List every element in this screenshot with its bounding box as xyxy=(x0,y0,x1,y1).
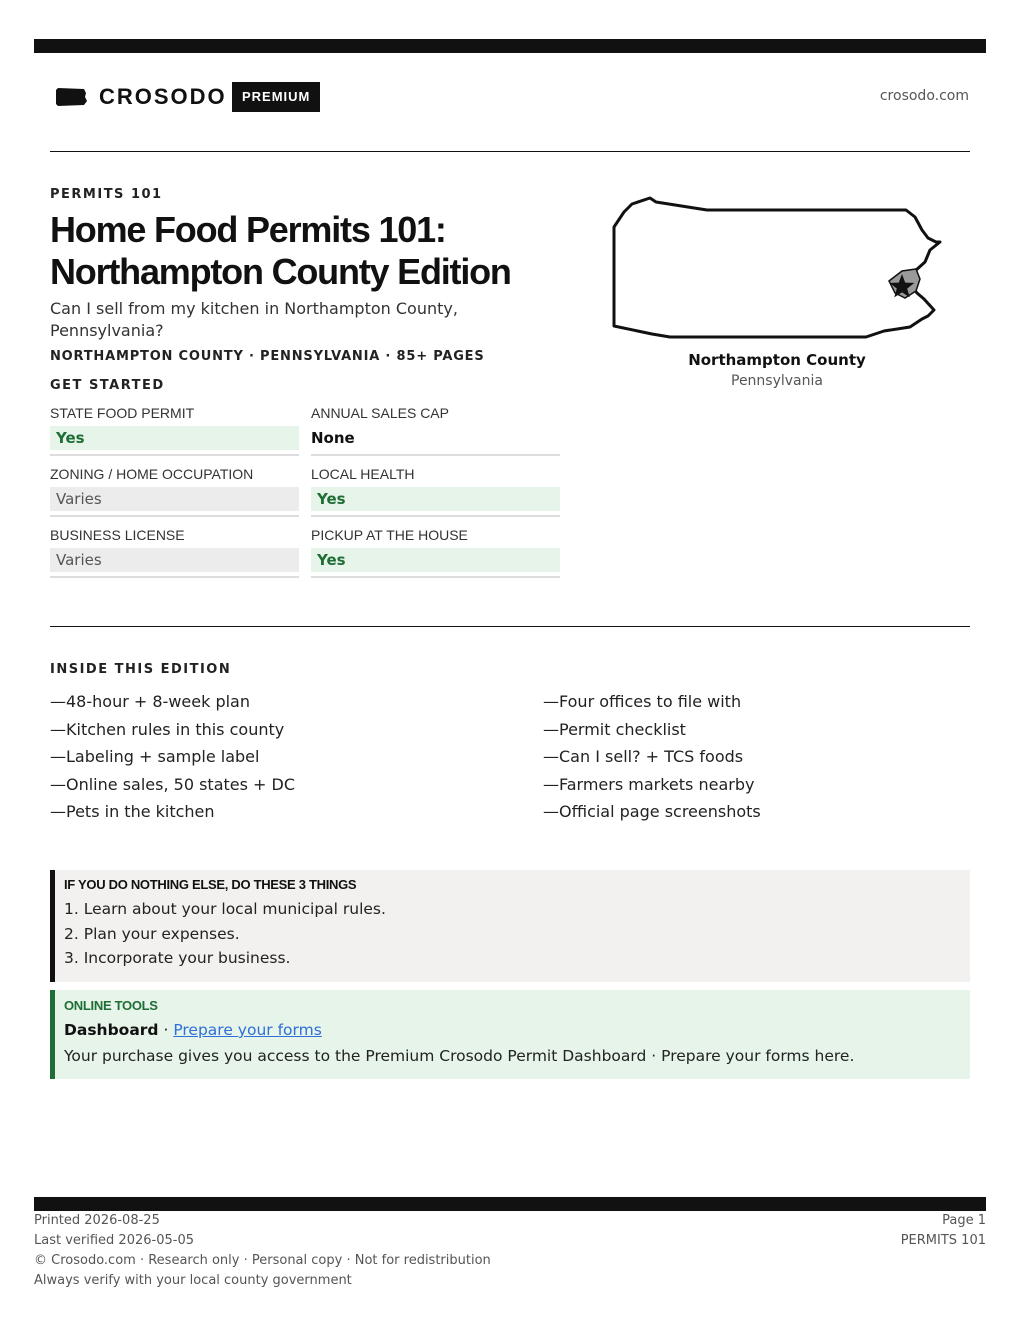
map-state-name: Pennsylvania xyxy=(731,373,823,389)
verify-note: Always verify with your local county government xyxy=(34,1273,352,1288)
dashboard-separator: · xyxy=(158,1021,174,1039)
summary-label: LOCAL HEALTH xyxy=(311,466,415,482)
step-item: 2. Plan your expenses. xyxy=(64,924,240,943)
toc-item[interactable]: —Official page screenshots xyxy=(543,802,761,821)
step-item: 3. Incorporate your business. xyxy=(64,949,291,967)
summary-divider xyxy=(311,576,560,578)
top-bar xyxy=(34,39,986,53)
page-title xyxy=(50,209,590,293)
page-number: Page 1 xyxy=(942,1213,986,1228)
title-line-1: Home Food Permits 101: xyxy=(50,209,446,250)
dashboard-line xyxy=(64,1018,970,1043)
printed-date: Printed 2026-08-25 xyxy=(34,1213,160,1228)
toc-item[interactable]: —48-hour + 8-week plan xyxy=(50,692,250,711)
summary-value: Yes xyxy=(311,548,560,572)
online-tools-description: Your purchase gives you access to the Premium Crosodo Permit Dashboard · Prepare your forms here. xyxy=(64,1047,855,1065)
edition-meta: NORTHAMPTON COUNTY · PENNSYLVANIA · 85+ PAGES xyxy=(50,349,485,364)
summary-value: Yes xyxy=(311,487,560,511)
toc-item[interactable]: —Permit checklist xyxy=(543,719,686,739)
summary-divider xyxy=(50,454,299,456)
toc-left-column xyxy=(50,688,490,826)
summary-value: Yes xyxy=(50,426,299,450)
step-item: 1. Learn about your local municipal rules. xyxy=(64,900,386,918)
online-tools-heading: ONLINE TOOLS xyxy=(64,998,158,1013)
header-divider xyxy=(50,151,970,152)
summary-label: BUSINESS LICENSE xyxy=(50,527,185,543)
summary-label: ANNUAL SALES CAP xyxy=(311,405,449,421)
toc-right-column xyxy=(543,688,983,826)
toc-item[interactable]: —Farmers markets nearby xyxy=(543,774,755,794)
summary-cell xyxy=(311,526,560,587)
map-county-name: Northampton County xyxy=(688,351,866,369)
get-started-heading: GET STARTED xyxy=(50,378,165,393)
brand-name[interactable]: CROSODO xyxy=(99,84,227,109)
toc-item[interactable]: —Four offices to file with xyxy=(543,692,742,711)
site-url[interactable]: crosodo.com xyxy=(879,88,969,104)
toc-item[interactable]: —Labeling + sample label xyxy=(50,747,260,766)
footer-bar xyxy=(34,1197,986,1211)
summary-cell xyxy=(50,526,299,587)
copyright-notice: © Crosodo.com · Research only · Personal copy · Not for redistribution xyxy=(34,1253,491,1268)
verified-date: Last verified 2026-05-05 xyxy=(34,1233,194,1248)
inside-edition-heading: INSIDE THIS EDITION xyxy=(50,662,232,677)
summary-cell xyxy=(50,465,299,526)
eyebrow-label: PERMITS 101 xyxy=(50,187,163,202)
summary-divider xyxy=(311,515,560,517)
toc-item[interactable]: —Kitchen rules in this county xyxy=(50,719,285,739)
toc-item[interactable]: —Pets in the kitchen xyxy=(50,802,215,821)
footer-right xyxy=(901,1211,986,1251)
pennsylvania-map xyxy=(610,192,944,342)
section-divider xyxy=(50,626,970,627)
summary-value: None xyxy=(311,429,355,447)
summary-value: Varies xyxy=(50,487,299,511)
dashboard-label: Dashboard xyxy=(64,1021,159,1039)
page-subtitle: Can I sell from my kitchen in Northampton County, Pennsylvania? xyxy=(50,299,458,340)
permit-summary-grid xyxy=(50,404,559,587)
state-outline xyxy=(614,198,940,337)
three-things-callout xyxy=(50,870,970,982)
premium-badge: PREMIUM xyxy=(232,82,320,112)
summary-label: PICKUP AT THE HOUSE xyxy=(311,527,468,543)
summary-label: STATE FOOD PERMIT xyxy=(50,405,195,421)
footer-section: PERMITS 101 xyxy=(900,1233,986,1248)
summary-cell xyxy=(311,404,560,465)
title-line-2: Northampton County Edition xyxy=(50,251,511,292)
prepare-forms-link[interactable]: Prepare your forms xyxy=(173,1021,322,1039)
footer-left xyxy=(34,1211,491,1291)
summary-cell xyxy=(50,404,299,465)
pennsylvania-logo-icon xyxy=(54,86,88,108)
summary-label: ZONING / HOME OCCUPATION xyxy=(50,466,254,482)
online-tools-callout xyxy=(50,990,970,1079)
three-things-heading: IF YOU DO NOTHING ELSE, DO THESE 3 THINGS xyxy=(64,877,357,892)
summary-divider xyxy=(50,515,299,517)
summary-cell xyxy=(311,465,560,526)
summary-divider xyxy=(50,576,299,578)
summary-value: Varies xyxy=(50,548,299,572)
toc-item[interactable]: —Can I sell? + TCS foods xyxy=(543,747,744,766)
toc-item[interactable]: —Online sales, 50 states + DC xyxy=(50,774,296,794)
summary-divider xyxy=(311,454,560,456)
